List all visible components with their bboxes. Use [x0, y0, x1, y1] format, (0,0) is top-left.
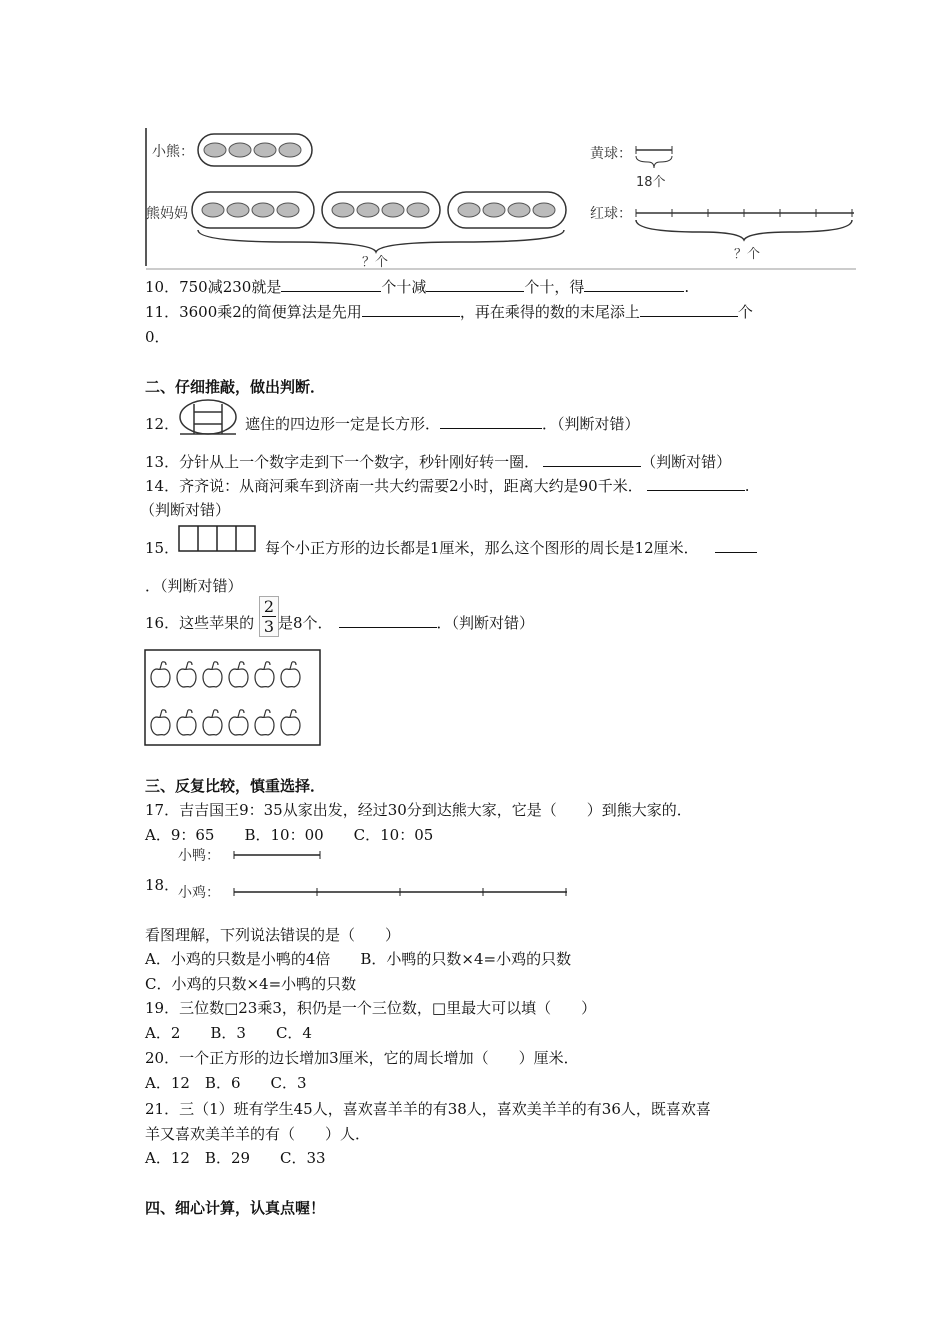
- apple-icon: [203, 662, 222, 687]
- mama-label: 熊妈妈: [146, 206, 188, 222]
- answer-blank[interactable]: [647, 476, 745, 491]
- question-15-num: 15．: [145, 539, 180, 557]
- question-21-line1: 21．三（1）班有学生45人，喜欢喜羊羊的有38人，喜欢美羊羊的有36人，既喜欢喜: [145, 1100, 711, 1118]
- red-label: 红球：: [590, 206, 632, 222]
- apple-icon: [151, 662, 170, 687]
- apple-icon: [177, 710, 196, 735]
- mama-brace: [198, 230, 564, 252]
- question-12: 遮住的四边形一定是长方形． ．（判断对错）: [245, 415, 640, 433]
- question-21-options: A．12 B．29 C．33: [145, 1149, 326, 1167]
- question-18-stem: 看图理解，下列说法错误的是（ ）: [145, 926, 401, 944]
- apple-icon: [229, 710, 248, 735]
- yellow-count: 18个: [636, 175, 666, 190]
- question-21-line2: 羊又喜欢美羊羊的有（ ）人．: [145, 1125, 371, 1143]
- question-18-options-2: C．小鸡的只数×4=小鸭的只数: [145, 975, 357, 993]
- apple-icon: [151, 710, 170, 735]
- four-squares-figure: [178, 525, 258, 553]
- question-14-line2: （判断对错）: [140, 501, 231, 519]
- question-17: 17．吉吉国王9：35从家出发，经过30分到达熊大家，它是（ ）到熊大家的．: [145, 801, 692, 819]
- red-brace: [636, 220, 852, 240]
- answer-blank[interactable]: [584, 277, 684, 292]
- answer-blank[interactable]: [715, 538, 757, 553]
- yellow-label: 黄球：: [590, 146, 632, 162]
- section-4-title: 四、细心计算，认真点喔！: [145, 1199, 326, 1217]
- question-16-prefix: 16．这些苹果的: [145, 614, 255, 632]
- answer-blank[interactable]: [640, 302, 738, 317]
- question-19: 19．三位数□23乘3，积仍是一个三位数，□里最大可以填（ ）: [145, 999, 597, 1017]
- apple-icon: [255, 710, 274, 735]
- question-11-line2: 0．: [145, 328, 170, 346]
- fraction-two-thirds: 2 3: [259, 596, 279, 637]
- section-3-title: 三、反复比较，慎重选择．: [145, 777, 326, 795]
- question-20: 20．一个正方形的边长增加3厘米，它的周长增加（ ）厘米．: [145, 1049, 579, 1067]
- section-2-title: 二、仔细推敲，做出判断．: [145, 378, 326, 396]
- bear-corn-figure: [140, 126, 860, 272]
- duck-chick-bar-figure: [172, 842, 572, 902]
- apple-icon: [255, 662, 274, 687]
- apple-icon: [203, 710, 222, 735]
- answer-blank[interactable]: [440, 414, 542, 429]
- apples-box: [144, 649, 322, 747]
- answer-blank[interactable]: [426, 277, 524, 292]
- mama-corn-group-1: [192, 192, 314, 228]
- corn-icon: [204, 143, 226, 157]
- mama-corn-group-2: [322, 192, 440, 228]
- corn-icon: [279, 143, 301, 157]
- corn-icon: [254, 143, 276, 157]
- answer-blank[interactable]: [281, 277, 381, 292]
- bear-label: 小熊：: [152, 144, 194, 160]
- question-19-options: A．2 B．3 C．4: [145, 1024, 312, 1042]
- yellow-brace: [636, 156, 672, 168]
- question-10: 10．750减230就是 个十减 个十，得 .: [145, 278, 690, 296]
- apple-icon: [281, 710, 300, 735]
- question-11: 11．3600乘2的简便算法是先用 ，再在乘得的数的末尾添上 个: [145, 303, 753, 321]
- answer-blank[interactable]: [339, 613, 437, 628]
- question-16: 是8个． ．（判断对错）: [278, 614, 535, 632]
- mama-corn-group-3: [448, 192, 566, 228]
- question-12-num: 12．: [145, 415, 180, 433]
- duck-label: 小鸭：: [178, 848, 220, 864]
- covered-quadrilateral-figure: [176, 398, 240, 438]
- question-14: 14．齐齐说：从商河乘车到济南一共大约需要2小时，距离大约是90千米． .: [145, 477, 750, 495]
- question-20-options: A．12 B．6 C．3: [145, 1074, 307, 1092]
- question-15-line2: ．（判断对错）: [145, 577, 243, 595]
- apple-icon: [229, 662, 248, 687]
- chick-label: 小鸡：: [178, 885, 220, 901]
- question-17-options: A．9：65 B．10：00 C．10：05: [145, 826, 434, 844]
- question-15: 每个小正方形的边长都是1厘米，那么这个图形的周长是12厘米．: [265, 538, 757, 558]
- question-18-options-1: A．小鸡的只数是小鸭的4倍 B．小鸭的只数×4=小鸡的只数: [145, 950, 572, 968]
- mama-question: ？个: [362, 255, 389, 270]
- question-18-num: 18．: [145, 876, 180, 894]
- question-13: 13．分针从上一个数字走到下一个数字，秒针刚好转一圈． （判断对错）: [145, 453, 732, 471]
- apple-icon: [177, 662, 196, 687]
- red-question: ？个: [734, 247, 761, 262]
- apple-icon: [281, 662, 300, 687]
- bear-corn-group: [198, 134, 312, 166]
- corn-icon: [229, 143, 251, 157]
- answer-blank[interactable]: [362, 302, 460, 317]
- answer-blank[interactable]: [543, 452, 641, 467]
